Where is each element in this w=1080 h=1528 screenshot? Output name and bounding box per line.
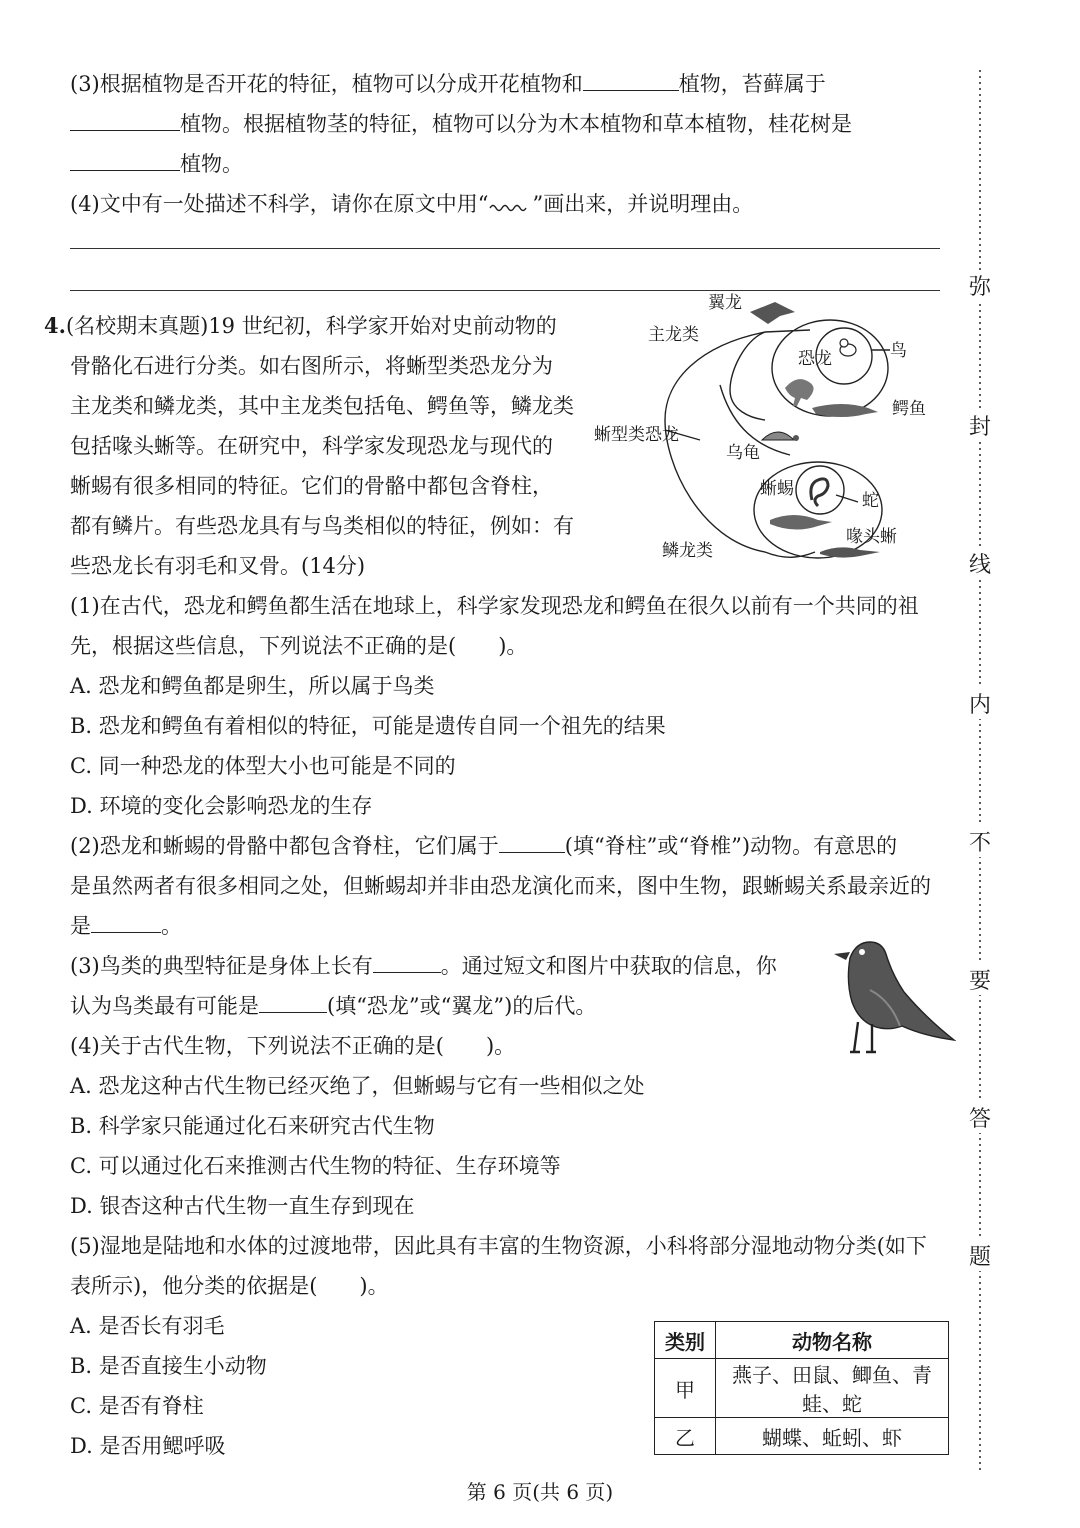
lizard-icon	[770, 515, 832, 530]
bird-small-icon	[840, 339, 856, 356]
q4-p5-line-1: (5)湿地是陆地和水体的过渡地带，因此具有丰富的生物资源，小科将部分湿地动物分类(如下	[70, 1234, 927, 1258]
table-cell-category: 甲	[655, 1359, 716, 1418]
table-row	[655, 1359, 949, 1418]
table-cell-animals: 燕子、田鼠、鲫鱼、青蛙、蛇	[716, 1359, 949, 1418]
classification-tree-diagram	[590, 290, 950, 570]
q4-p4-option-d[interactable]: D. 银杏这种古代生物一直生存到现在	[70, 1194, 415, 1218]
answer-line[interactable]	[70, 248, 940, 249]
label-huitouxi: 喙头蜥	[846, 527, 897, 547]
label-eyu: 鳄鱼	[892, 399, 926, 419]
q3-line-3	[70, 144, 243, 184]
q3-text-1a: (3)根据植物是否开花的特征，植物可以分成开花植物和	[70, 72, 583, 96]
q3-line-1	[70, 64, 826, 104]
q4-p5-option-a[interactable]: A. 是否长有羽毛	[70, 1314, 225, 1338]
seal-char: 要	[958, 964, 1002, 995]
q3-line-2	[70, 104, 852, 144]
q4-instruction-line	[70, 184, 753, 224]
seal-char: 答	[958, 1102, 1002, 1133]
answer-blank[interactable]	[499, 828, 565, 853]
q4-instr-text-b: ”画出来，并说明理由。	[532, 192, 754, 216]
table-header-row	[655, 1322, 949, 1359]
answer-blank[interactable]	[373, 948, 441, 973]
q4-p4-option-b[interactable]: B. 科学家只能通过化石来研究古代生物	[70, 1114, 435, 1138]
label-wugui: 乌龟	[726, 443, 760, 463]
q4-p1-option-c[interactable]: C. 同一种恐龙的体型大小也可能是不同的	[70, 754, 456, 778]
pterosaur-icon	[750, 302, 795, 324]
q4-intro-line-5: 蜥蜴有很多相同的特征。它们的骨骼中都包含脊柱，	[70, 474, 553, 498]
answer-blank[interactable]	[583, 66, 679, 91]
pigeon-icon	[820, 930, 956, 1066]
answer-blank[interactable]	[259, 988, 327, 1013]
table-cell-animals: 蝴蝶、蚯蚓、虾	[716, 1418, 949, 1455]
q4-intro-line-4: 包括喙头蜥等。在研究中，科学家发现恐龙与现代的	[70, 434, 553, 458]
table-header-animals: 动物名称	[716, 1322, 949, 1359]
p2-text-d: 是	[70, 914, 91, 938]
label-she: 蛇	[862, 491, 879, 511]
p3-text-b: 。通过短文和图片中获取的信息，你	[440, 954, 777, 978]
q4-intro-line-3: 主龙类和鳞龙类，其中主龙类包括龟、鳄鱼等，鳞龙类	[70, 394, 574, 418]
q3-text-1b: 植物，苔藓属于	[678, 72, 826, 96]
q4-p5-option-b[interactable]: B. 是否直接生小动物	[70, 1354, 267, 1378]
q4-p5-option-c[interactable]: C. 是否有脊柱	[70, 1394, 204, 1418]
q3-text-3: 植物。	[180, 152, 243, 176]
table-cell-category: 乙	[655, 1418, 716, 1455]
q4-p1-option-b[interactable]: B. 恐龙和鳄鱼有着相似的特征，可能是遗传自同一个祖先的结果	[70, 714, 666, 738]
label-xiyi: 蜥蜴	[760, 479, 794, 499]
q4-p2-line-1	[70, 826, 897, 866]
turtle-icon	[762, 432, 799, 441]
p2-text-b: (填“脊柱”或“脊椎”)动物。有意思的	[564, 834, 898, 858]
p3-text-d: (填“恐龙”或“翼龙”)的后代。	[327, 994, 597, 1018]
q4-p2-line-2: 是虽然两者有很多相同之处，但蜥蜴却并非由恐龙演化而来，图中生物，跟蜥蜴关系最亲近的	[70, 874, 931, 898]
q4-p2-line-3	[70, 906, 182, 946]
seal-char: 封	[958, 410, 1002, 441]
wavy-underline-icon	[488, 200, 532, 212]
q4-p3-line-1	[70, 946, 777, 986]
q4-p1-option-a[interactable]: A. 恐龙和鳄鱼都是卵生，所以属于鸟类	[70, 674, 435, 698]
snake-icon	[811, 479, 828, 506]
intro-text: (名校期末真题)19 世纪初，科学家开始对史前动物的	[65, 314, 557, 338]
table-header-category: 类别	[655, 1322, 716, 1359]
question-number: 4.	[44, 313, 66, 338]
q4-p5-option-d[interactable]: D. 是否用鳃呼吸	[70, 1434, 226, 1458]
animal-classification-table	[654, 1321, 949, 1455]
q4-p1-option-d[interactable]: D. 环境的变化会影响恐龙的生存	[70, 794, 373, 818]
q4-p3-line-2	[70, 986, 596, 1026]
p3-text-a: (3)鸟类的典型特征是身体上长有	[70, 954, 373, 978]
seal-char: 弥	[958, 270, 1002, 301]
q4-p1-line-2: 先，根据这些信息，下列说法不正确的是( )。	[70, 634, 528, 658]
q4-instr-text-a: (4)文中有一处描述不科学，请你在原文中用“	[70, 192, 489, 216]
seal-line	[958, 70, 1002, 1470]
q4-intro-line-7: 些恐龙长有羽毛和叉骨。(14分)	[70, 554, 366, 578]
p3-text-c: 认为鸟类最有可能是	[70, 994, 259, 1018]
q3-text-2: 植物。根据植物茎的特征，植物可以分为木本植物和草本植物，桂花树是	[180, 112, 852, 136]
seal-char: 线	[958, 548, 1002, 579]
q4-intro-line-2: 骨骼化石进行分类。如右图所示，将蜥型类恐龙分为	[70, 354, 553, 378]
q4-p1-line-1: (1)在古代，恐龙和鳄鱼都生活在地球上，科学家发现恐龙和鳄鱼在很久以前有一个共同的祖	[70, 594, 919, 618]
p2-text-a: (2)恐龙和蜥蜴的骨骼中都包含脊柱，它们属于	[70, 834, 499, 858]
crocodile-icon	[812, 404, 878, 417]
q4-p4-option-a[interactable]: A. 恐龙这种古代生物已经灭绝了，但蜥蜴与它有一些相似之处	[70, 1074, 645, 1098]
q4-intro-line-1	[44, 306, 557, 346]
label-konglong: 恐龙	[798, 349, 832, 369]
p2-text-e: 。	[161, 914, 182, 938]
seal-char: 题	[958, 1240, 1002, 1271]
answer-blank[interactable]	[70, 146, 180, 171]
q4-p5-line-2: 表所示)，他分类的依据是( )。	[70, 1274, 389, 1298]
table-row	[655, 1418, 949, 1455]
seal-char: 内	[958, 688, 1002, 719]
page-footer: 第 6 页(共 6 页)	[466, 1480, 614, 1504]
label-zhulong: 主龙类	[648, 325, 699, 345]
tuatara-icon	[820, 547, 880, 557]
label-niao: 鸟	[890, 341, 907, 361]
label-yilong: 翼龙	[708, 293, 742, 313]
label-linlong: 鳞龙类	[662, 541, 713, 561]
q4-intro-line-6: 都有鳞片。有些恐龙具有与鸟类相似的特征，例如：有	[70, 514, 574, 538]
seal-char: 不	[958, 826, 1002, 857]
q4-p4-stem: (4)关于古代生物，下列说法不正确的是( )。	[70, 1034, 516, 1058]
q4-p4-option-c[interactable]: C. 可以通过化石来推测古代生物的特征、生存环境等	[70, 1154, 561, 1178]
answer-blank[interactable]	[91, 908, 161, 933]
answer-blank[interactable]	[70, 106, 180, 131]
label-xixing: 蜥型类恐龙	[594, 425, 679, 445]
